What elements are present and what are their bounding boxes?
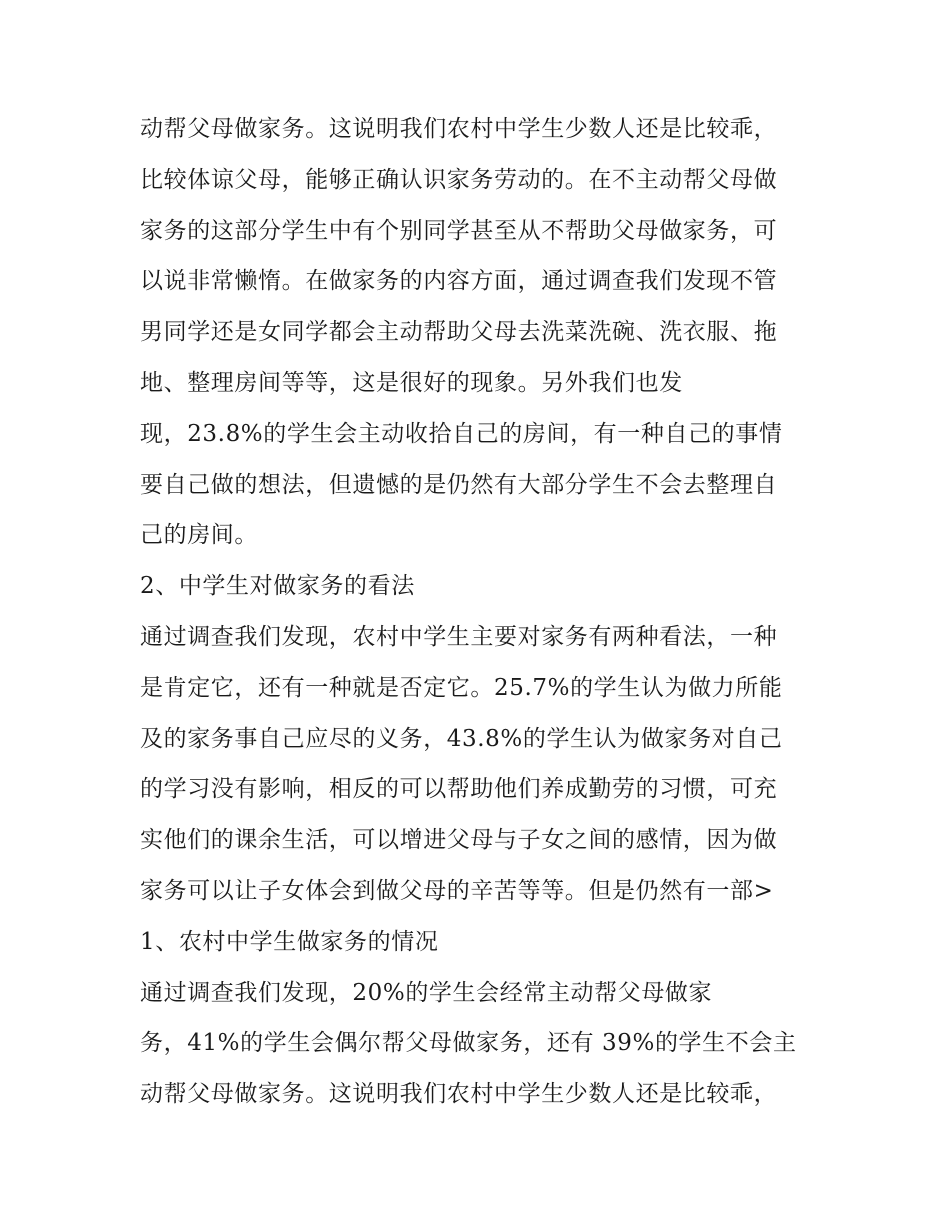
section-heading: 1、农村中学生做家务的情况 [140,928,439,955]
text-line: 及的家务事自己应尽的义务，43.8%的学生认为做家务对自己 [140,725,783,752]
body-text [140,104,830,1120]
text-line: 的学习没有影响，相反的可以帮助他们养成勤劳的习惯，可充 [140,776,778,803]
text-line: 是肯定它，还有一种就是否定它。25.7%的学生认为做力所能 [140,674,783,701]
text-line: 家务的这部分学生中有个别同学甚至从不帮助父母做家务，可 [140,217,778,244]
text-line: 动帮父母做家务。这说明我们农村中学生少数人还是比较乖， [140,116,778,142]
text-line: 家务可以让子女体会到做父母的辛苦等等。但是仍然有一部> [140,877,774,904]
text-line: 地、整理房间等等，这是很好的现象。另外我们也发 [140,369,683,396]
text-line: 通过调查我们发现，农村中学生主要对家务有两种看法，一种 [140,623,778,650]
text-line: 现，23.8%的学生会主动收拾自己的房间，有一种自己的事情 [140,420,783,447]
text-line: 比较体谅父母，能够正确认识家务劳动的。在不主动帮父母做 [140,166,778,193]
text-line: 己的房间。 [140,522,258,549]
text-line: 务，41%的学生会偶尔帮父母做家务，还有 39%的学生不会主 [140,1030,797,1057]
text-line: 实他们的课余生活，可以增进父母与子女之间的感情，因为做 [140,827,778,854]
text-line: 通过调查我们发现，20%的学生会经常主动帮父母做家 [140,979,713,1006]
text-line: 男同学还是女同学都会主动帮助父母去洗菜洗碗、洗衣服、拖 [140,319,778,346]
text-line: 要自己做的想法，但遗憾的是仍然有大部分学生不会去整理自 [140,471,778,498]
text-line: 动帮父母做家务。这说明我们农村中学生少数人还是比较乖， [140,1081,778,1108]
section-heading: 2、中学生对做家务的看法 [140,573,415,600]
text-line: 以说非常懒惰。在做家务的内容方面，通过调查我们发现不管 [140,268,778,295]
